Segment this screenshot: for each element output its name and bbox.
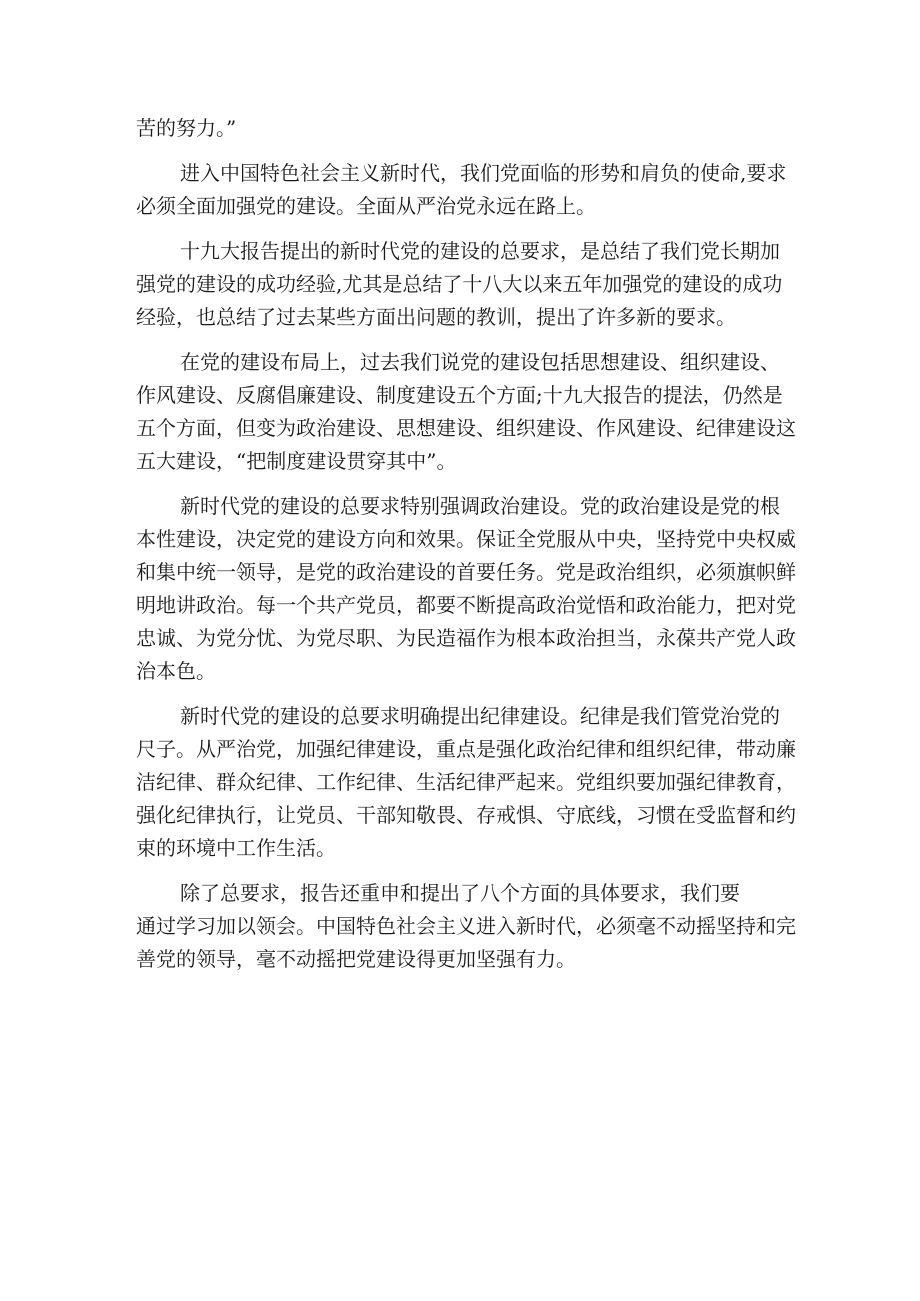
paragraph-line: 经验，也总结了过去某些方面出问题的教训，提出了许多新的要求。 — [136, 305, 736, 329]
paragraph-1 — [136, 112, 796, 145]
paragraph-5 — [136, 490, 796, 688]
paragraph-2 — [136, 157, 796, 223]
paragraph-gap — [136, 223, 796, 235]
paragraph-line: 强党的建设的成功经验,尤其是总结了十八大以来五年加强党的建设的成功 — [136, 272, 783, 296]
paragraph-line: 十九大报告提出的新时代党的建设的总要求，是总结了我们党长期加 — [180, 239, 780, 263]
paragraph-line: 治本色。 — [136, 659, 216, 683]
paragraph-line: 善党的领导，毫不动摇把党建设得更加坚强有力。 — [136, 947, 576, 971]
paragraph-line: 通过学习加以领会。中国特色社会主义进入新时代，必须毫不动摇坚持和完 — [136, 914, 796, 938]
paragraph-gap — [136, 478, 796, 490]
paragraph-gap — [136, 334, 796, 346]
paragraph-line: 洁纪律、群众纪律、工作纪律、生活纪律严起来。党组织要加强纪律教育， — [136, 770, 796, 794]
paragraph-line: 新时代党的建设的总要求特别强调政治建设。党的政治建设是党的根 — [180, 494, 780, 518]
paragraph-4 — [136, 346, 796, 478]
paragraph-line: 五个方面，但变为政治建设、思想建设、组织建设、作风建设、纪律建设这 — [136, 416, 796, 440]
paragraph-line: 除了总要求，报告还重申和提出了八个方面的具体要求，我们要 — [180, 881, 740, 905]
paragraph-line: 五大建设，“把制度建设贯穿其中”。 — [136, 449, 457, 473]
paragraph-line: 进入中国特色社会主义新时代，我们党面临的形势和肩负的使命,要求 — [180, 161, 787, 185]
paragraph-line: 束的环境中工作生活。 — [136, 836, 336, 860]
paragraph-line: 本性建设，决定党的建设方向和效果。保证全党服从中央，坚持党中央权威 — [136, 527, 796, 551]
paragraph-line: 和集中统一领导，是党的政治建设的首要任务。党是政治组织，必须旗帜鲜 — [136, 560, 796, 584]
paragraph-line: 忠诚、为党分忧、为党尽职、为民造福作为根本政治担当，永葆共产党人政 — [136, 626, 796, 650]
paragraph-gap — [136, 688, 796, 700]
paragraph-gap — [136, 145, 796, 157]
paragraph-6 — [136, 700, 796, 865]
paragraph-gap — [136, 865, 796, 877]
paragraph-line: 明地讲政治。每一个共产党员，都要不断提高政治觉悟和政治能力，把对党 — [136, 593, 796, 617]
document-body — [136, 112, 796, 976]
paragraph-7 — [136, 877, 796, 976]
paragraph-line: 在党的建设布局上，过去我们说党的建设包括思想建设、组织建设、 — [180, 350, 780, 374]
paragraph-line: 强化纪律执行，让党员、干部知敬畏、存戒惧、守底线，习惯在受监督和约 — [136, 803, 796, 827]
paragraph-line: 必须全面加强党的建设。全面从严治党永远在路上。 — [136, 194, 596, 218]
paragraph-3 — [136, 235, 796, 334]
paragraph-line: 尺子。从严治党，加强纪律建设，重点是强化政治纪律和组织纪律，带动廉 — [136, 737, 796, 761]
paragraph-line: 作风建设、反腐倡廉建设、制度建设五个方面;十九大报告的提法，仍然是 — [136, 383, 783, 407]
paragraph-line: 苦的努力。” — [136, 116, 237, 140]
paragraph-line: 新时代党的建设的总要求明确提出纪律建设。纪律是我们管党治党的 — [180, 704, 780, 728]
